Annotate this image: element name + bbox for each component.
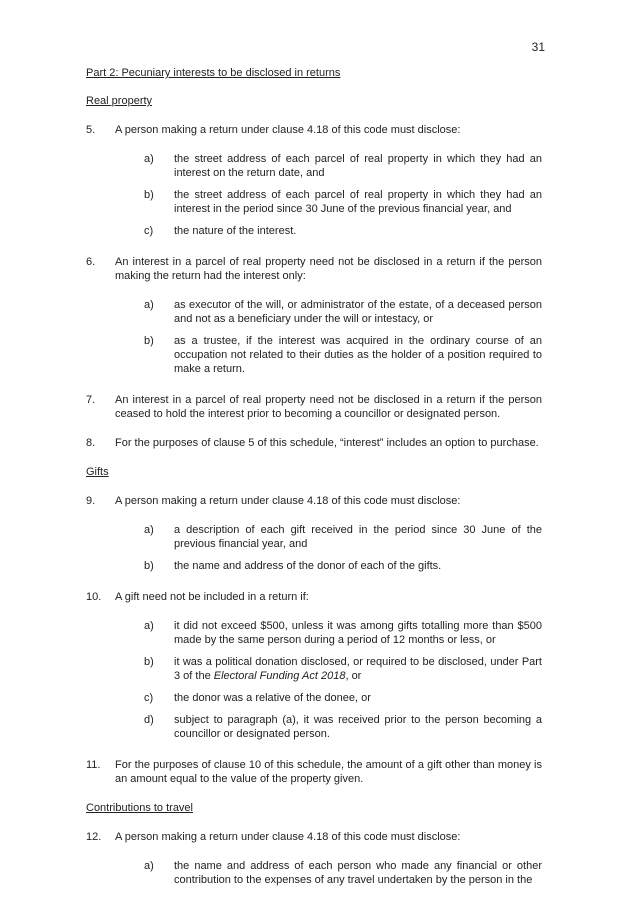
subclause-label: d) <box>144 714 154 726</box>
clause-9 <box>86 494 542 573</box>
clause-10 <box>86 590 542 741</box>
subclause-label: c) <box>144 692 154 704</box>
subclause-label: b) <box>144 560 154 572</box>
subclause-text: as executor of the will, or administrator of the estate, of a deceased person and not as a beneficiary under the will or intestacy, or <box>174 299 542 325</box>
subclause-12a <box>115 859 542 887</box>
document-body <box>86 66 542 902</box>
subclause-text: the name and address of each person who made any financial or other contribution to the expenses of any travel undertaken by the person in the <box>174 860 542 886</box>
clause-number: 5. <box>86 124 96 136</box>
subclause-9b <box>115 559 542 573</box>
subclause-label: a) <box>144 153 154 165</box>
clause-6 <box>86 255 542 376</box>
subclause-5b <box>115 188 542 216</box>
page-number: 31 <box>531 40 545 54</box>
subclause-text: it did not exceed $500, unless it was among gifts totalling more than $500 made by the same person during a period of 12 months or less, or <box>174 620 542 646</box>
clause-8 <box>86 436 542 450</box>
clause-text: A gift need not be included in a return if: <box>115 591 309 603</box>
subclause-label: a) <box>144 860 154 872</box>
subclause-text: the name and address of the donor of each of the gifts. <box>174 560 442 572</box>
subclause-text: the nature of the interest. <box>174 225 297 237</box>
subclause-label: b) <box>144 656 154 668</box>
subclause-text-after: , or <box>345 670 362 682</box>
subclause-6a <box>115 298 542 326</box>
clause-text: A person making a return under clause 4.18 of this code must disclose: <box>115 124 461 136</box>
section-heading-contributions-to-travel: Contributions to travel <box>86 802 193 814</box>
act-title: Electoral Funding Act 2018 <box>213 670 346 682</box>
subclause-text: a description of each gift received in the period since 30 June of the previous financial year, and <box>174 524 542 550</box>
clause-number: 9. <box>86 495 96 507</box>
subclause-label: a) <box>144 299 154 311</box>
clause-5 <box>86 123 542 238</box>
clause-text: An interest in a parcel of real property need not be disclosed in a return if the person making the return had the interest only: <box>115 256 542 282</box>
clause-number: 7. <box>86 394 96 406</box>
subclause-10a <box>115 619 542 647</box>
subclause-text: the street address of each parcel of real property in which they had an interest on the return date, and <box>174 153 542 179</box>
subclause-label: b) <box>144 335 154 347</box>
section-heading-gifts: Gifts <box>86 466 109 478</box>
clause-number: 11. <box>86 759 101 771</box>
clause-text: For the purposes of clause 10 of this schedule, the amount of a gift other than money is an amount equal to the value of the property given. <box>115 759 542 785</box>
subclause-10d <box>115 713 542 741</box>
subclause-9a <box>115 523 542 551</box>
subclause-text: as a trustee, if the interest was acquired in the ordinary course of an occupation not related to their duties as the holder of a position required to make a return. <box>174 335 542 375</box>
clause-number: 12. <box>86 831 102 843</box>
subclause-5a <box>115 152 542 180</box>
clause-number: 10. <box>86 591 102 603</box>
subclause-text: the street address of each parcel of real property in which they had an interest in the period since 30 June of the previous financial year, and <box>174 189 542 215</box>
clause-11 <box>86 758 542 786</box>
subclause-label: a) <box>144 620 154 632</box>
subclause-10b <box>115 655 542 683</box>
clause-text: An interest in a parcel of real property need not be disclosed in a return if the person ceased to hold the interest prior to becoming a councillor or designated person. <box>115 394 542 420</box>
clause-12 <box>86 830 542 887</box>
section-heading-real-property: Real property <box>86 95 153 107</box>
clause-text: For the purposes of clause 5 of this schedule, “interest” includes an option to purchase. <box>115 437 539 449</box>
subclause-label: a) <box>144 524 154 536</box>
subclause-text: the donor was a relative of the donee, or <box>174 692 371 704</box>
clause-number: 6. <box>86 256 96 268</box>
subclause-label: b) <box>144 189 154 201</box>
clause-text: A person making a return under clause 4.18 of this code must disclose: <box>115 495 461 507</box>
clause-number: 8. <box>86 437 96 449</box>
subclause-text: subject to paragraph (a), it was received prior to the person becoming a councillor or designated person. <box>174 714 542 740</box>
subclause-label: c) <box>144 225 154 237</box>
subclause-text-before: it was a political donation disclosed, or required to be disclosed, under Part 3 of the <box>174 656 542 682</box>
clause-text: A person making a return under clause 4.18 of this code must disclose: <box>115 831 461 843</box>
subclause-5c <box>115 224 542 238</box>
subclause-10c <box>115 691 542 705</box>
part-heading: Part 2: Pecuniary interests to be disclosed in returns <box>86 67 341 79</box>
clause-7 <box>86 393 542 421</box>
subclause-6b <box>115 334 542 376</box>
